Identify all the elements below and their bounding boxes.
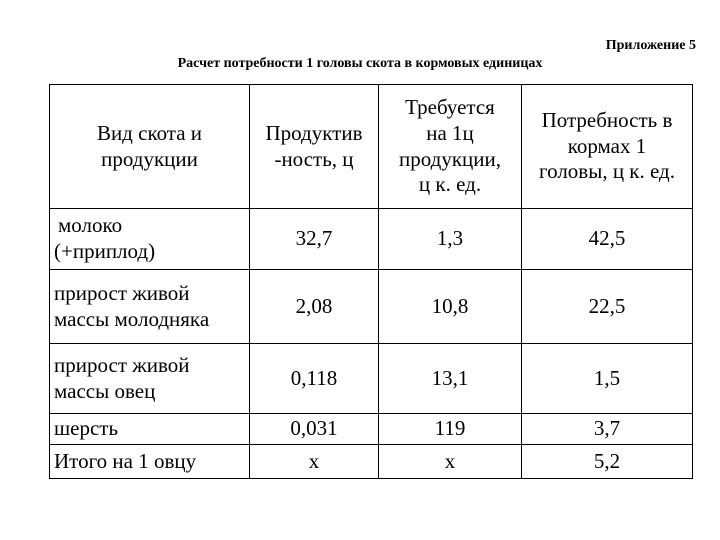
row-required: х: [379, 445, 522, 479]
row-productivity: 32,7: [250, 209, 379, 270]
table-row-total: [50, 445, 693, 479]
row-name: прирост живой массы овец: [50, 344, 250, 414]
header-feed-need: Потребность в кормах 1 головы, ц к. ед.: [522, 85, 693, 209]
table-row: [50, 344, 693, 414]
row-required: 10,8: [379, 270, 522, 344]
row-required: 1,3: [379, 209, 522, 270]
header-livestock-type: Вид скота и продукции: [50, 85, 250, 209]
appendix-label: Приложение 5: [605, 38, 696, 53]
row-name: прирост живой массы молодняка: [50, 270, 250, 344]
row-name: шерсть: [50, 414, 250, 445]
row-productivity: 0,118: [250, 344, 379, 414]
row-need: 42,5: [522, 209, 693, 270]
row-required: 13,1: [379, 344, 522, 414]
table-row: [50, 209, 693, 270]
row-productivity: х: [250, 445, 379, 479]
feed-requirement-table: [49, 84, 693, 479]
table-header-row: [50, 85, 693, 209]
row-name: Итого на 1 овцу: [50, 445, 250, 479]
row-need: 3,7: [522, 414, 693, 445]
row-need: 22,5: [522, 270, 693, 344]
row-need: 1,5: [522, 344, 693, 414]
row-required: 119: [379, 414, 522, 445]
row-need: 5,2: [522, 445, 693, 479]
document-title: Расчет потребности 1 головы скота в кормовых единицах: [177, 56, 543, 71]
table-row: [50, 270, 693, 344]
row-productivity: 0,031: [250, 414, 379, 445]
row-name: молоко (+приплод): [50, 209, 250, 270]
header-required-per-unit: Требуется на 1ц продукции, ц к. ед.: [379, 85, 522, 209]
header-productivity: Продуктив -ность, ц: [250, 85, 379, 209]
table-row: [50, 414, 693, 445]
row-productivity: 2,08: [250, 270, 379, 344]
